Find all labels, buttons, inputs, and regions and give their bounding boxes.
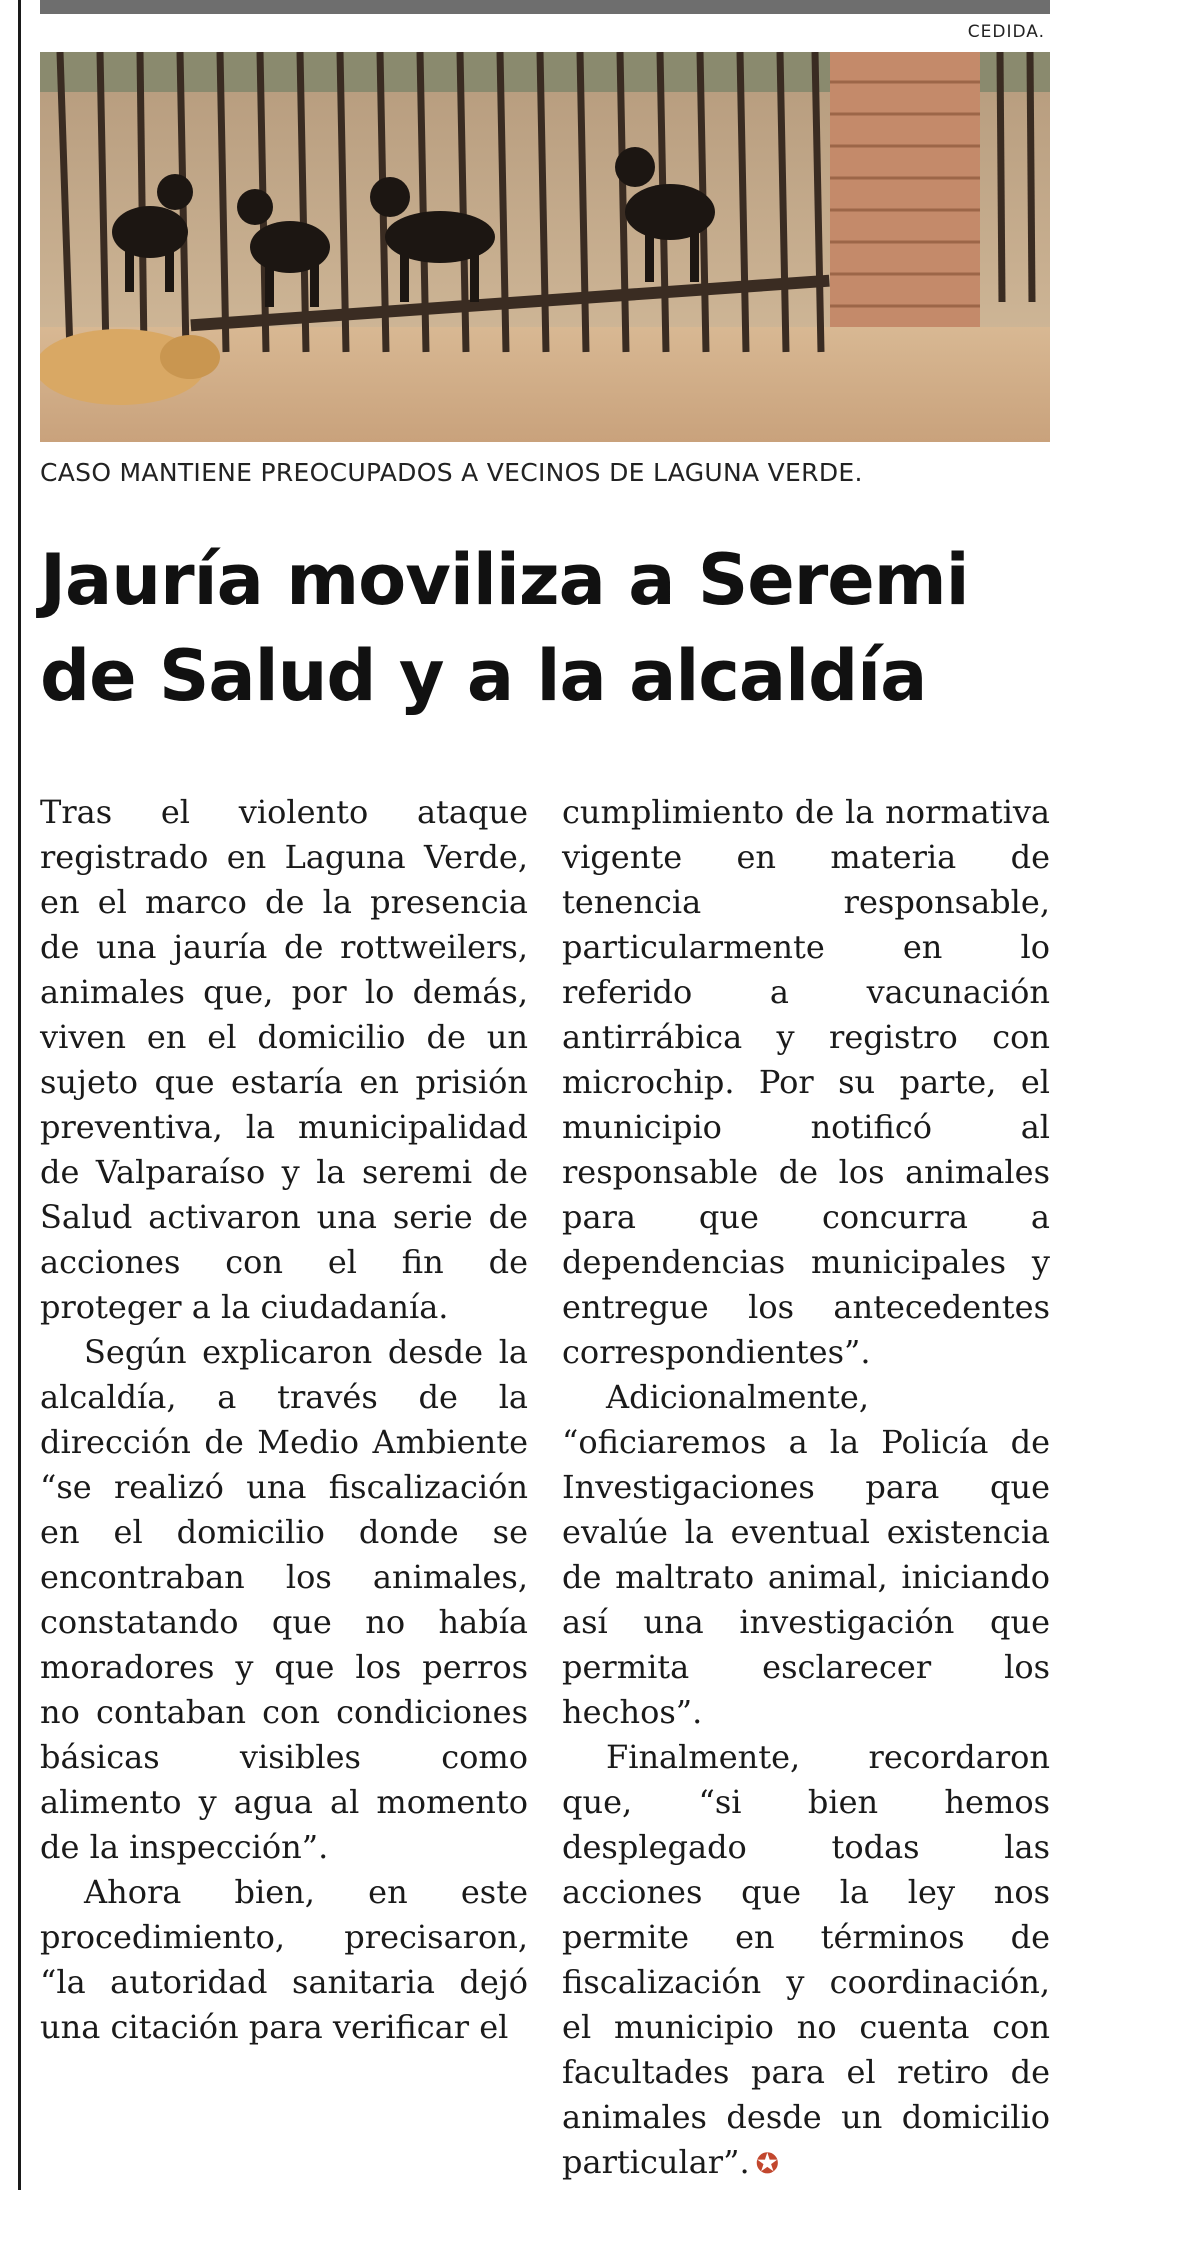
paragraph-final xyxy=(562,1735,1050,2186)
top-rule-bar xyxy=(40,0,1050,14)
paragraph: cumplimiento de la normativa vigente en materia de tenencia responsable, particularmente en lo referido a vacunación antirrábica y registro con microchip. Por su parte, el municipio notificó al responsable de los animales para que concurra a dependencias municipales y entregue los antecedentes correspondientes”. xyxy=(562,793,1050,1371)
page-left-rule xyxy=(18,0,21,2190)
photo-credit: CEDIDA. xyxy=(967,22,1045,42)
end-of-article-icon: ✪ xyxy=(755,2147,780,2180)
article-headline: Jauría moviliza a Seremi de Salud y a la alcaldía xyxy=(40,539,969,717)
paragraph: Según explicaron desde la alcaldía, a través de la dirección de Medio Ambiente “se realizó una fiscalización en el domicilio donde se encontraban los animales, constatando que no había moradores y que los perros no contaban con condiciones básicas visibles como alimento y agua al momento de la inspección”. xyxy=(40,1333,528,1866)
paragraph: Ahora bien, en este procedimiento, precisaron, “la autoridad sanitaria dejó una citación para verificar el xyxy=(40,1873,528,2046)
article-photo xyxy=(40,52,1050,442)
article-column-right xyxy=(562,790,1050,2186)
paragraph: Adicionalmente, “oficiaremos a la Policía de Investigaciones para que evalúe la eventual existencia de maltrato animal, iniciando así una investigación que permita esclarecer los hechos”. xyxy=(562,1378,1050,1731)
paragraph-final-text: Finalmente, recordaron que, “si bien hemos desplegado todas las acciones que la ley nos permite en términos de fiscalización y coordinación, el municipio no cuenta con facultades para el retiro de animales desde un domicilio particular”. xyxy=(562,1738,1050,2181)
photo-caption: CASO MANTIENE PREOCUPADOS A VECINOS DE LAGUNA VERDE. xyxy=(40,458,863,487)
paragraph: Tras el violento ataque registrado en Laguna Verde, en el marco de la presencia de una jauría de rottweilers, animales que, por lo demás, viven en el domicilio de un sujeto que estaría en prisión preventiva, la municipalidad de Valparaíso y la seremi de Salud activaron una serie de acciones con el fin de proteger a la ciudadanía. xyxy=(40,793,528,1326)
article-column-left xyxy=(40,790,528,2050)
photo-illustration xyxy=(40,52,1050,442)
brick-pillar xyxy=(830,52,980,327)
